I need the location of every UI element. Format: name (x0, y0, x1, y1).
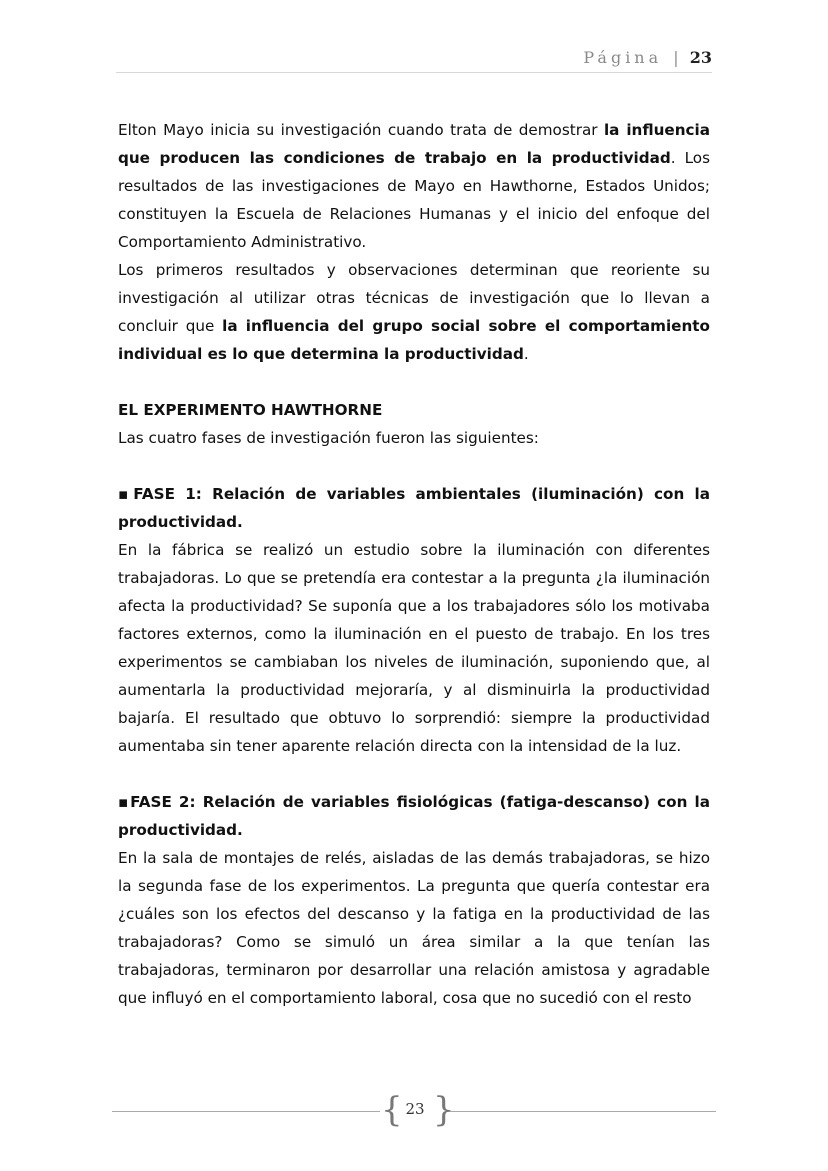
paragraph-intro (118, 116, 710, 256)
text-run: . (523, 345, 529, 363)
bullet-icon: ▪ (118, 793, 131, 811)
text-run: Elton Mayo inicia su investigación cuando trata de demostrar (118, 121, 604, 139)
fase-2-title (118, 788, 710, 844)
footer-rule-left (112, 1111, 380, 1112)
emphasis-text: la influencia del grupo social sobre el comportamiento individual es lo que determina la productividad (118, 317, 710, 363)
fase-1-text: En la fábrica se realizó un estudio sobre la iluminación con diferentes trabajadoras. Lo que se pretendía era contestar a la pregunta ¿la iluminación afecta la productividad? Se suponía que a los trabajadores sólo los motivaba factores externos, como la iluminación en el puesto de trabajo. En los tres experimentos se cambiaban los niveles de iluminación, suponiendo que, al aumentarla la productividad mejoraría, y al disminuirla la productividad bajaría. El resultado que obtuvo lo sorprendió: siempre la productividad aumentaba sin tener aparente relación directa con la intensidad de la luz. (118, 541, 710, 755)
header-rule (116, 72, 712, 73)
fase-2-text: En la sala de montajes de relés, aisladas de las demás trabajadoras, se hizo la segunda fase de los experimentos. La pregunta que quería contestar era ¿cuáles son los efectos del descanso y la fatiga en la productividad de las trabajadoras? Como se simuló un área similar a la que tenían las trabajadoras, terminaron por desarrollar una relación amistosa y agradable que influyó en el comportamiento laboral, cosa que no sucedió con el resto (118, 849, 710, 1007)
fase-title-text: FASE 2: Relación de variables fisiológicas (fatiga-descanso) con la productividad. (118, 793, 710, 839)
section-intro: Las cuatro fases de investigación fueron las siguientes: (118, 429, 539, 447)
fase-1-title (118, 480, 710, 536)
footer-rule-right (450, 1111, 716, 1112)
footer-page-number: 23 (405, 1100, 425, 1118)
page-label: Página (583, 48, 663, 67)
text-run: Los primeros resultados y observaciones determinan que reoriente su investigación al utilizar otras técnicas de investigación que lo llevan a concluir que (118, 261, 710, 335)
fase-title-text: FASE 1: Relación de variables ambientales (iluminación) con la productividad. (118, 485, 711, 531)
header-separator: | (673, 48, 679, 67)
footer-brace-left: { (381, 1090, 403, 1130)
paragraph-conclusion (118, 256, 710, 368)
text-run: . Los resultados de las investigaciones de Mayo en Hawthorne, Estados Unidos; constituyen la Escuela de Relaciones Humanas y el inicio del enfoque del Comportamiento Administrativo. (118, 149, 710, 251)
footer-brace-right: } (433, 1090, 455, 1130)
header-page-number: 23 (689, 48, 712, 67)
bullet-icon: ▪ (118, 485, 134, 503)
page-header (116, 48, 712, 67)
emphasis-text: la influencia que producen las condiciones de trabajo en la productividad (118, 121, 710, 167)
page-body (118, 116, 710, 1012)
section-title: EL EXPERIMENTO HAWTHORNE (118, 401, 383, 419)
